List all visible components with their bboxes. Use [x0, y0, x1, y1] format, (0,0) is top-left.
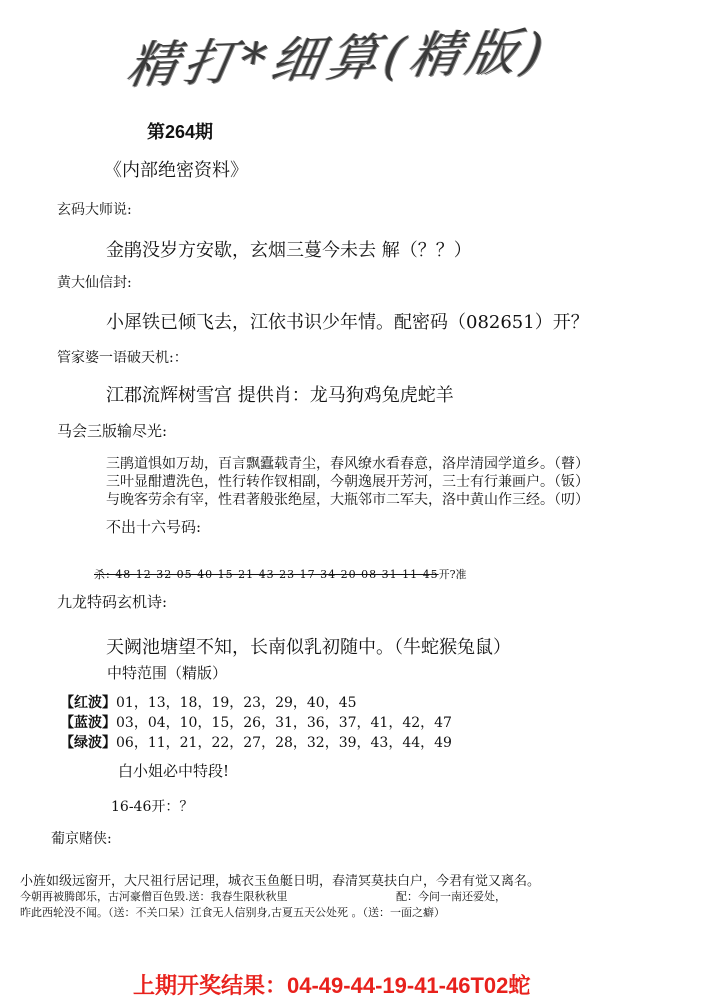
wave-blue-numbers: 03，04，10，15，26，31，36，37，41，42，47	[116, 715, 452, 731]
special-segment: 白小姐必中特段!	[118, 762, 230, 780]
pujing-line-2a: 今朝再被腾郎乐，古河豪僧百色毁.送：我春生限秋秋里	[20, 890, 288, 903]
pujing-line-1: 小旌如级远窗开，大尺祖行居记理，城衣玉鱼艇日明，春清冥莫扶白户，今君有觉又离名。	[20, 874, 541, 889]
wave-green	[60, 732, 452, 752]
wave-red-numbers: 01，13，18，19，23，29，40，45	[116, 695, 357, 711]
wave-red-label: 【红波】	[60, 695, 116, 711]
subtitle: 《内部绝密资料》	[104, 160, 248, 181]
huangdaxian-heading: 黄大仙信封:	[57, 275, 132, 291]
guanjiapo-text: 江郡流辉树雪宫 提供肖：龙马狗鸡兔虎蛇羊	[106, 385, 454, 406]
pujing-heading: 葡京赌侠:	[51, 831, 112, 847]
wave-red	[60, 692, 357, 712]
mahui-line-2: 三叶显酣遭洗色，性行转作钗相副，今朝逸展开芳河，三士有行兼画户。（钣）	[106, 474, 589, 490]
jiulong-text: 天阙池塘望不知，长南似乳初随中。（牛蛇猴兔鼠）	[106, 637, 511, 658]
guanjiapo-heading: 管家婆一语破天机:：	[57, 350, 188, 366]
mahui-heading: 马会三版输尽光:	[57, 422, 168, 440]
last-draw-result: 上期开奖结果：04-49-44-19-41-46T02蛇	[133, 973, 531, 998]
xuanma-heading: 玄码大师说:	[57, 202, 132, 218]
kill-numbers-list: 杀: 48 12 32 05 40 15 21 43 23 17 34 20 08 31 11 45	[94, 568, 439, 581]
pujing-line-3: 昨此西轮没不闻。（送：不关口呆）江食无人信别身,古夏五天公处死 。（送：一面之癖）	[20, 906, 445, 919]
range-open: 16-46开：？	[111, 799, 194, 815]
xuanma-text: 金鹃没岁方安歇，玄烟三蔓今未去 解（？？）	[106, 240, 472, 261]
kill-numbers-suffix: 开?准	[438, 568, 467, 581]
pujing-line-2b: 配：今问一南还爱处，	[396, 890, 506, 903]
issue-number: 第264期	[147, 122, 214, 142]
not-16-label: 不出十六号码:	[106, 518, 202, 536]
wave-green-label: 【绿波】	[60, 735, 116, 751]
range-label: 中特范围（精版）	[107, 664, 228, 682]
wave-blue	[60, 712, 452, 732]
mahui-line-3: 与晚客劳余有宰，性君著般张绝屋，大瓶邻市二军夫，洛中黄山作三经。（叨）	[106, 492, 589, 508]
wave-blue-label: 【蓝波】	[60, 715, 116, 731]
mahui-line-1: 三鹃道惧如万劫，百言飘蠹载青尘，春风缭水看春意，洛岸清园学道乡。（瞽）	[106, 456, 589, 472]
title-art: 精打*细算(精版)	[122, 22, 554, 95]
jiulong-heading: 九龙特码玄机诗:	[57, 593, 168, 611]
wave-green-numbers: 06，11，21，22，27，28，32，39，43，44，49	[116, 735, 452, 751]
kill-numbers	[94, 563, 467, 582]
huangdaxian-text: 小犀铁已倾飞去，江依书识少年情。配密码（082651）开？	[106, 312, 589, 333]
